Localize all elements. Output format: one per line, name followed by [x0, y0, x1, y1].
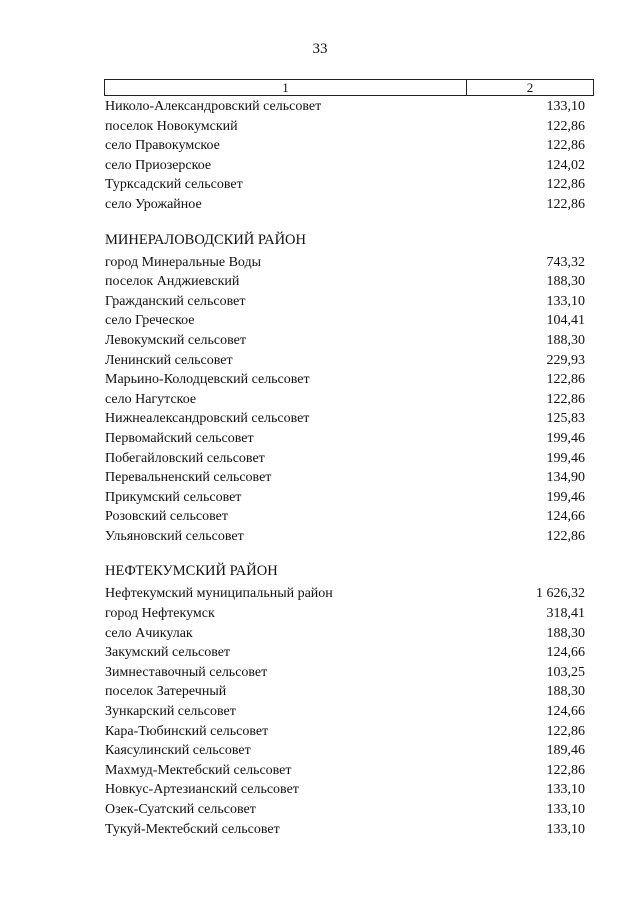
- row-value: 122,86: [546, 372, 585, 388]
- section-title: НЕФТЕКУМСКИЙ РАЙОН: [105, 563, 278, 580]
- table-header: [104, 79, 594, 96]
- table-row: [105, 722, 585, 742]
- row-name: Нижнеалександровский сельсовет: [105, 411, 310, 427]
- row-name: Марьино-Колодцевский сельсовет: [105, 372, 310, 388]
- row-value: 188,30: [546, 332, 585, 348]
- row-value: 133,10: [546, 802, 585, 817]
- row-name: Первомайский сельсовет: [105, 430, 254, 446]
- table-row: [105, 468, 585, 488]
- row-name: Махмуд-Мектебский сельсовет: [105, 762, 292, 778]
- row-name: Каясулинский сельсовет: [105, 743, 251, 759]
- page-number: 33: [312, 41, 328, 57]
- row-name: Левокумский сельсовет: [105, 332, 246, 348]
- row-name: Прикумский сельсовет: [105, 489, 242, 505]
- row-name: поселок Затеречный: [105, 684, 227, 700]
- table-row: [105, 527, 585, 547]
- table-row: [105, 156, 585, 176]
- section-spacer: [105, 546, 585, 561]
- row-name: Кара-Тюбинский сельсовет: [105, 723, 269, 739]
- row-name: Нефтекумский муниципальный район: [105, 586, 333, 602]
- table-row: [105, 370, 585, 390]
- table-row: [105, 409, 585, 429]
- row-name: поселок Новокумский: [105, 118, 238, 134]
- table-row: [105, 643, 585, 663]
- table-row: [105, 272, 585, 292]
- row-value: 122,86: [546, 391, 585, 407]
- table-row: [105, 780, 585, 800]
- table-row: [105, 136, 585, 156]
- table-row: [105, 449, 585, 469]
- column-header-2: 2: [526, 80, 534, 95]
- row-value: 124,66: [546, 645, 585, 661]
- row-value: 124,66: [546, 509, 585, 525]
- row-name: город Минеральные Воды: [105, 254, 262, 270]
- section-title: МИНЕРАЛОВОДСКИЙ РАЙОН: [105, 231, 306, 248]
- row-value: 229,93: [546, 352, 585, 368]
- row-value: 122,86: [546, 177, 585, 193]
- row-name: Зункарский сельсовет: [105, 704, 236, 720]
- row-name: Новкус-Артезианский сельсовет: [105, 782, 299, 798]
- row-value: 122,86: [546, 138, 585, 154]
- table-row: [105, 331, 585, 351]
- table-row: [105, 117, 585, 137]
- row-value: 122,86: [546, 723, 585, 739]
- row-name: село Ачикулак: [105, 625, 193, 641]
- table-row: [105, 800, 585, 820]
- row-name: поселок Анджиевский: [105, 274, 240, 290]
- table-row: [105, 507, 585, 527]
- table-row: [105, 311, 585, 331]
- row-value: 125,83: [546, 411, 585, 427]
- row-value: 104,41: [546, 313, 585, 329]
- column-header-1: 1: [105, 80, 467, 95]
- row-value: 133,10: [546, 821, 585, 837]
- row-value: 122,86: [546, 528, 585, 544]
- row-name: Ленинский сельсовет: [105, 352, 233, 368]
- row-name: село Греческое: [105, 313, 195, 329]
- row-name: село Нагутское: [105, 391, 197, 407]
- row-name: Побегайловский сельсовет: [105, 450, 265, 466]
- row-name: Розовский сельсовет: [105, 509, 228, 525]
- row-name: Ульяновский сельсовет: [105, 528, 244, 544]
- row-value: 188,30: [546, 684, 585, 700]
- row-value: 122,86: [546, 196, 585, 212]
- row-name: Перевальненский сельсовет: [105, 470, 272, 486]
- row-value: 124,02: [546, 157, 585, 173]
- row-value: 133,10: [546, 99, 585, 114]
- table-row: [105, 488, 585, 508]
- table-row: [105, 97, 585, 117]
- table-row: [105, 604, 585, 624]
- table-row: [105, 175, 585, 195]
- row-name: Тукуй-Мектебский сельсовет: [105, 821, 280, 837]
- row-value: 103,25: [546, 664, 585, 680]
- row-value: 199,46: [546, 450, 585, 466]
- row-value: 124,66: [546, 704, 585, 720]
- table-row: [105, 195, 585, 215]
- row-value: 1 626,32: [536, 586, 585, 602]
- row-value: 189,46: [546, 743, 585, 759]
- row-value: 133,10: [546, 293, 585, 309]
- row-value: 743,32: [546, 254, 585, 270]
- row-name: Озек-Суатский сельсовет: [105, 802, 256, 817]
- row-name: Гражданский сельсовет: [105, 293, 246, 309]
- document-body: [105, 97, 585, 839]
- row-name: село Правокумское: [105, 138, 220, 154]
- row-name: Зимнеставочный сельсовет: [105, 664, 268, 680]
- table-row: [105, 351, 585, 371]
- table-row: [105, 820, 585, 840]
- row-value: 199,46: [546, 430, 585, 446]
- row-value: 134,90: [546, 470, 585, 486]
- table-row: [105, 741, 585, 761]
- table-row: [105, 390, 585, 410]
- row-value: 122,86: [546, 118, 585, 134]
- row-name: Николо-Александровский сельсовет: [105, 99, 322, 114]
- table-row: [105, 624, 585, 644]
- table-row: [105, 253, 585, 273]
- row-value: 122,86: [546, 762, 585, 778]
- row-value: 199,46: [546, 489, 585, 505]
- row-name: Закумский сельсовет: [105, 645, 231, 661]
- row-name: село Приозерское: [105, 157, 212, 173]
- row-value: 188,30: [546, 274, 585, 290]
- section-spacer: [105, 215, 585, 230]
- table-row: [105, 702, 585, 722]
- table-row: [105, 429, 585, 449]
- table-row: [105, 584, 585, 604]
- row-name: Туркcадский сельсовет: [105, 177, 243, 193]
- table-row: [105, 761, 585, 781]
- table-row: [105, 682, 585, 702]
- row-value: 188,30: [546, 625, 585, 641]
- row-value: 133,10: [546, 782, 585, 798]
- table-row: [105, 292, 585, 312]
- table-row: [105, 663, 585, 683]
- row-name: село Урожайное: [105, 196, 202, 212]
- row-name: город Нефтекумск: [105, 606, 215, 622]
- row-value: 318,41: [546, 606, 585, 622]
